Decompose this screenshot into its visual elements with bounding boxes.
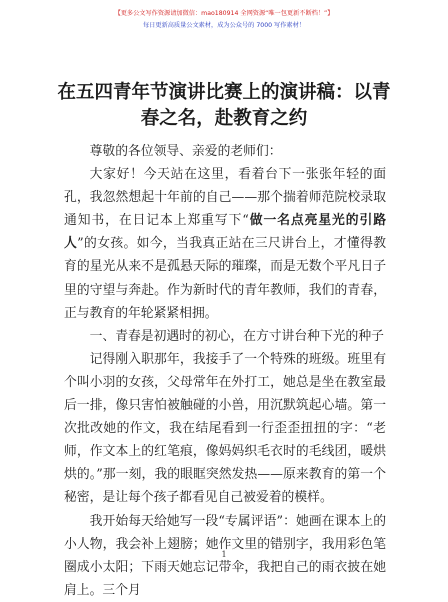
document-body xyxy=(64,140,386,602)
document-title: 在五四青年节演讲比赛上的演讲稿：以青春之名，赴教育之约 xyxy=(57,82,391,129)
paragraph-1-text-b: ”的女孩。如今，当我真正站在三尺讲台上，才懂得教育的星光从来不是孤悬天际的璀璨，而是无数个平凡日子里的守望与奔赴。作为新时代的青年教师，我们的青春，正与教育的年轮紧紧相拥。 xyxy=(64,236,387,321)
page-number: 1 xyxy=(221,550,227,559)
promo-line-1: 【更多公文写作资源请加微信：mao180914 全网资源“唯一包更新不断档！”】 xyxy=(114,10,334,17)
section-heading-1: 一、青春是初遇时的初心，在方寸讲台种下光的种子 xyxy=(89,328,384,344)
paragraph-1 xyxy=(64,163,386,325)
paragraph-1-emphasis: 做一名点亮星光的引路人 xyxy=(64,213,386,252)
paragraph-2: 记得刚入职那年，我接手了一个特殊的班级。班里有个叫小羽的女孩，父母常年在外打工，她总是坐在教室最后一排，像只害怕被触碰的小兽，用沉默筑起心墙。第一次批改她的作文，我在结尾看到一行歪歪扭扭的字：“老师，作文本上的红笔痕，像妈妈织毛衣时的毛线团，暖烘烘的。”那一刻，我的眼眶突然发热——原来教育的第一个秘密，是让每个孩子都看见自己被爱着的模样。 xyxy=(64,351,386,506)
promo-line-2: 每日更新高质量公文素材，成为公众号的 7000 写作素材！ xyxy=(143,22,305,29)
paragraph-3: 我开始每天给她写一段“专属评语”：她画在课本上的小人物，我会补上翅膀；她作文里的错别字，我用彩色笔圈成小太阳；下雨天她忘记带伞，我把自己的雨衣披在她肩上。三个月 xyxy=(64,513,386,598)
promo-banner xyxy=(0,8,448,32)
salutation: 尊敬的各位领导、亲爱的老师们： xyxy=(89,144,282,159)
paragraph-1-text-a: 大家好！今天站在这里，看着台下一张张年轻的面孔，我忽然想起十年前的自己——那个揣着师范院校录取通知书，在日记本上郑重写下“ xyxy=(64,167,386,229)
